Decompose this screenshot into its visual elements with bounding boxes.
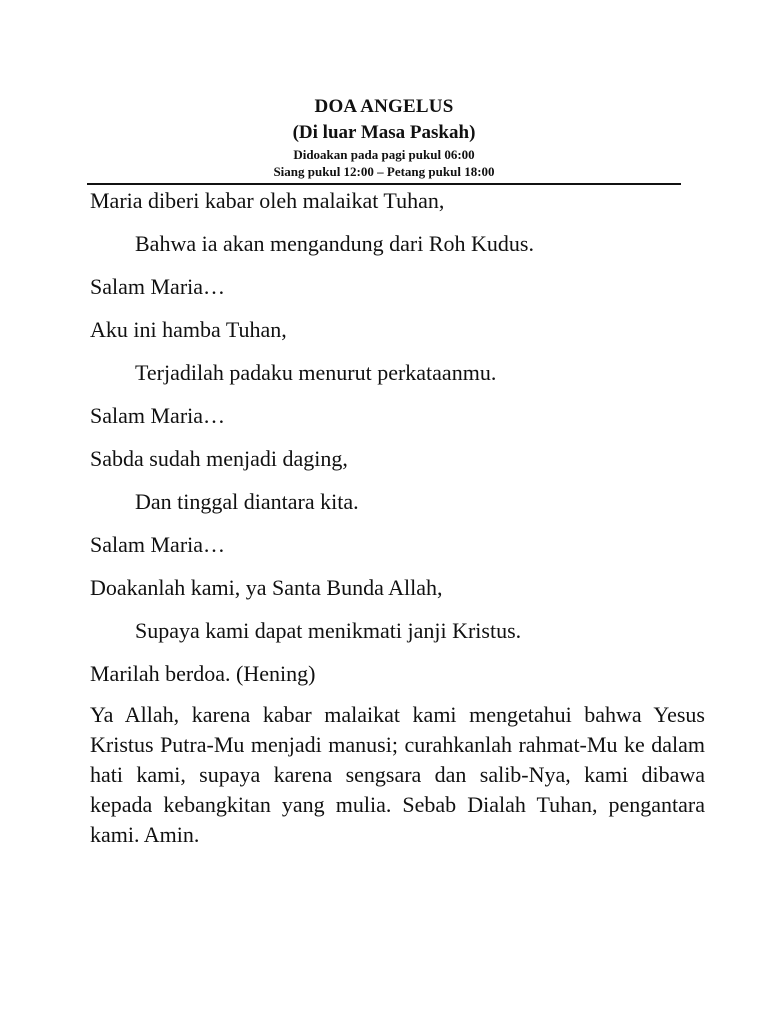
prayer-time-morning: Didoakan pada pagi pukul 06:00 [293, 147, 475, 162]
document-header [87, 94, 681, 180]
verse-response: Supaya kami dapat menikmati janji Kristus. [135, 618, 522, 643]
hail-mary-line: Salam Maria… [90, 532, 226, 557]
page-title: DOA ANGELUS [314, 96, 454, 117]
verse-leader: Maria diberi kabar oleh malaikat Tuhan, [90, 188, 445, 213]
verse-response: Dan tinggal diantara kita. [135, 489, 359, 514]
verse-leader: Sabda sudah menjadi daging, [90, 446, 348, 471]
prayer-time-noon-evening: Siang pukul 12:00 – Petang pukul 18:00 [273, 164, 495, 179]
page-subtitle: (Di luar Masa Paskah) [292, 122, 476, 143]
let-us-pray-line: Marilah berdoa. (Hening) [90, 661, 316, 686]
prayer-body [90, 184, 705, 850]
closing-prayer: Ya Allah, karena kabar malaikat kami mengetahui bahwa Yesus Kristus Putra-Mu menjadi manusi; curahkanlah rahmat-Mu ke dalam hati kami, supaya karena sengsara dan salib-Nya, kami dibawa kepada kebangkitan yang mulia. Sebab Dialah Tuhan, pengantara kami. Amin. [90, 702, 705, 847]
verse-response: Terjadilah padaku menurut perkataanmu. [135, 360, 497, 385]
verse-leader: Doakanlah kami, ya Santa Bunda Allah, [90, 575, 443, 600]
verse-leader: Aku ini hamba Tuhan, [90, 317, 287, 342]
hail-mary-line: Salam Maria… [90, 274, 226, 299]
hail-mary-line: Salam Maria… [90, 403, 226, 428]
verse-response: Bahwa ia akan mengandung dari Roh Kudus. [135, 231, 534, 256]
